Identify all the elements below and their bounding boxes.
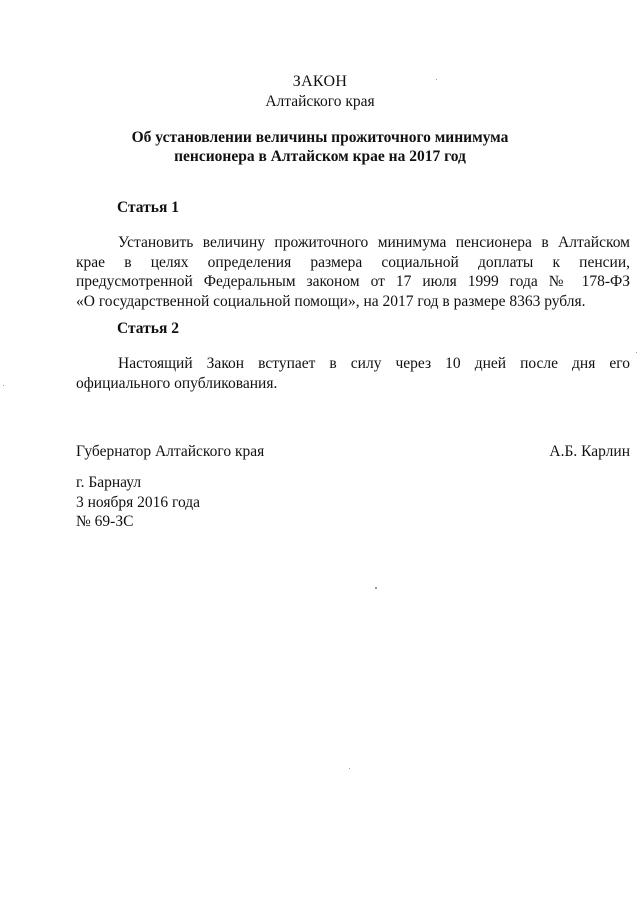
article-2-title: Статья 2 xyxy=(117,320,179,337)
law-type: ЗАКОН xyxy=(292,73,348,90)
article-2-line-1: Настоящий Закон вступает в силу через 10 дней после дня его xyxy=(118,355,630,372)
signatory-name: А.Б. Карлин xyxy=(549,443,630,460)
article-1-title: Статья 1 xyxy=(117,199,179,216)
scan-speck xyxy=(3,385,4,386)
article-1-line-1: Установить величину прожиточного минимума пенсионера в Алтайском xyxy=(118,234,630,251)
article-1-line-3: предусмотренной Федеральным законом от 17 июля 1999 года № 178-ФЗ xyxy=(76,273,630,290)
law-number: № 69-ЗС xyxy=(76,513,134,530)
law-heading-line-1: Об установлении величины прожиточного минимума xyxy=(131,129,509,146)
law-region: Алтайского края xyxy=(265,93,375,110)
scan-speck xyxy=(375,587,377,589)
date: 3 ноября 2016 года xyxy=(76,493,201,511)
article-2-line-2: официального опубликования. xyxy=(76,374,278,392)
article-1-line-2: крае в целях определения размера социальной доплаты к пенсии, xyxy=(76,253,630,271)
law-heading xyxy=(0,128,640,166)
law-heading-line-2: пенсионера в Алтайском крае на 2017 год xyxy=(174,148,466,165)
scan-speck xyxy=(436,79,437,80)
place-date-block xyxy=(76,473,200,532)
scan-speck xyxy=(349,768,350,769)
article-1-text xyxy=(76,233,630,311)
city: г. Барнаул xyxy=(76,474,142,491)
article-2-text xyxy=(76,354,630,393)
article-1-line-4: «О государственной социальной помощи», на 2017 год в размере 8363 рубля. xyxy=(76,292,586,310)
scan-speck xyxy=(636,352,637,353)
signatory-position: Губернатор Алтайского края xyxy=(76,443,265,460)
